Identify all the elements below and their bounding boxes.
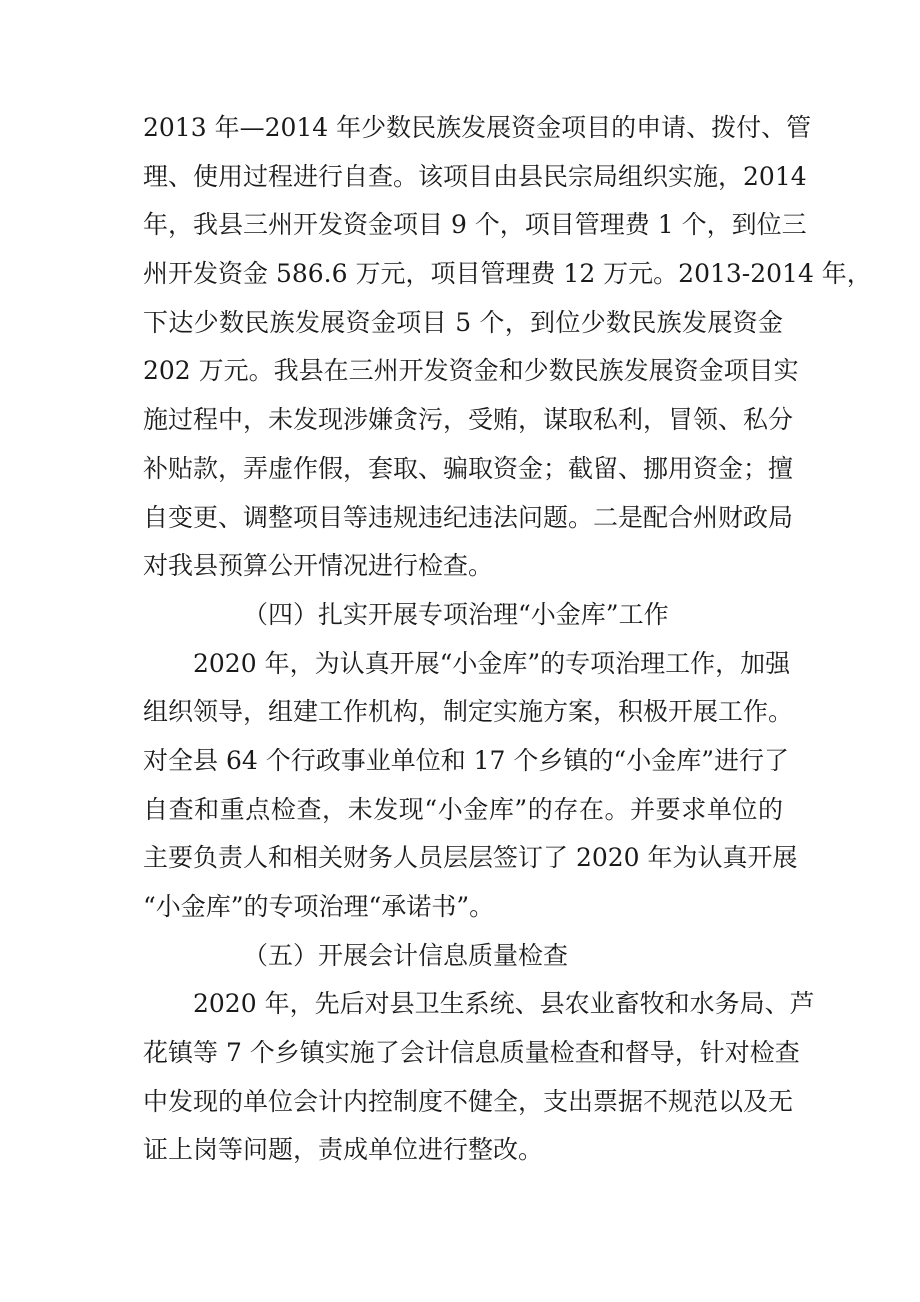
paragraph-line: 对全县 64 个行政事业单位和 17 个乡镇的“小金库”进行了 (143, 745, 789, 775)
paragraph-line: 202 万元。我县在三州开发资金和少数民族发展资金项目实 (143, 356, 799, 386)
paragraph-line: 理、使用过程进行自查。该项目由县民宗局组织实施，2014 (143, 161, 807, 191)
paragraph-line: 州开发资金 586.6 万元，项目管理费 12 万元。2013-2014 年， (143, 259, 872, 289)
paragraph-line: “小金库”的专项治理“承诺书”。 (143, 892, 495, 921)
paragraph-line: 对我县预算公开情况进行检查。 (143, 551, 494, 581)
paragraph-line: 主要负责人和相关财务人员层层签订了 2020 年为认真开展 (143, 843, 798, 873)
paragraph-line: 施过程中，未发现涉嫌贪污，受贿，谋取私利，冒领、私分 (143, 405, 794, 435)
paragraph-line: 自变更、调整项目等违规违纪违法问题。二是配合州财政局 (143, 502, 794, 532)
paragraph-line: 下达少数民族发展资金项目 5 个，到位少数民族发展资金 (143, 307, 783, 337)
paragraph-line: 2020 年，为认真开展“小金库”的专项治理工作，加强 (193, 648, 791, 678)
paragraph-line: 花镇等 7 个乡镇实施了会计信息质量检查和督导，针对检查 (143, 1038, 800, 1068)
document-body (143, 104, 872, 1175)
paragraph-line: 2020 年，先后对县卫生系统、县农业畜牧和水务局、芦 (193, 989, 815, 1019)
section-heading: （五）开展会计信息质量检查 (243, 940, 569, 970)
paragraph-line: 年，我县三州开发资金项目 9 个，项目管理费 1 个，到位三 (143, 210, 807, 240)
paragraph-line: 自查和重点检查，未发现“小金库”的存在。并要求单位的 (143, 794, 783, 824)
paragraph-line: 证上岗等问题，责成单位进行整改。 (143, 1135, 544, 1165)
paragraph-line: 组织领导，组建工作机构，制定实施方案，积极开展工作。 (143, 697, 794, 727)
paragraph-line: 补贴款，弄虚作假，套取、骗取资金；截留、挪用资金；擅 (143, 453, 794, 483)
paragraph-line: 中发现的单位会计内控制度不健全，支出票据不规范以及无 (143, 1086, 794, 1116)
paragraph-line: 2013 年—2014 年少数民族发展资金项目的申请、拨付、管 (143, 113, 812, 142)
section-heading: （四）扎实开展专项治理“小金库”工作 (243, 599, 669, 629)
